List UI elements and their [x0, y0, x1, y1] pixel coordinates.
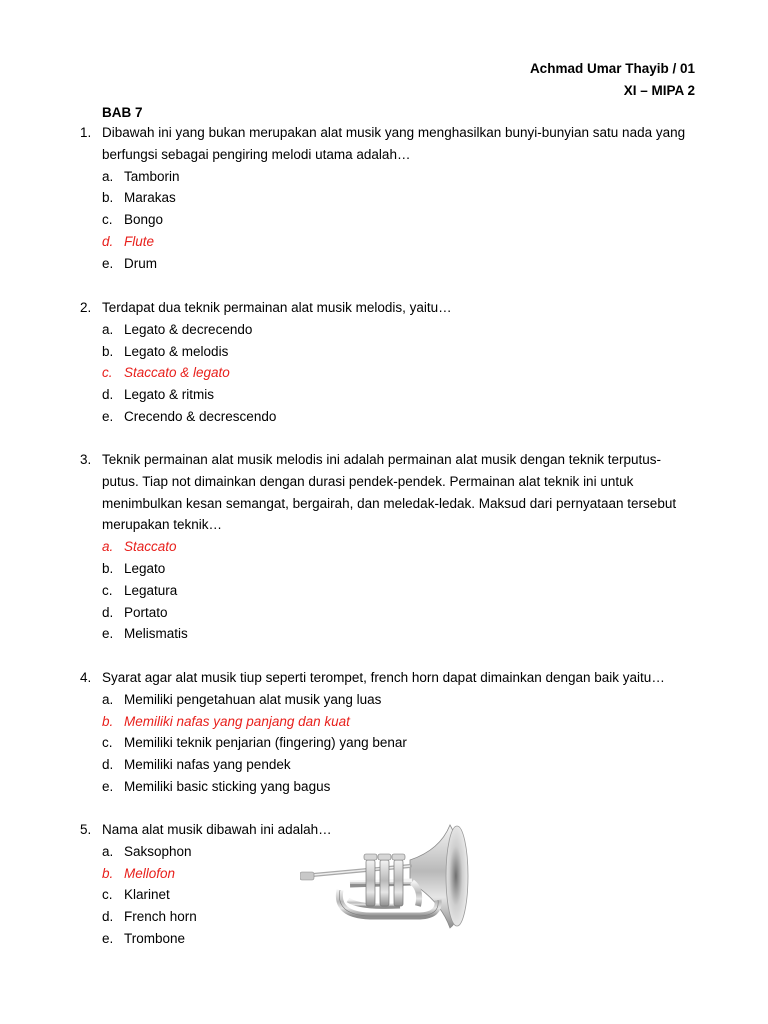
option-letter: d.: [102, 387, 114, 403]
option-letter: b.: [102, 865, 114, 881]
option-letter: c.: [102, 212, 113, 228]
option-list: [102, 536, 700, 645]
option-label: Marakas: [124, 190, 176, 206]
option-letter: a.: [102, 539, 114, 555]
option-label: Staccato & legato: [124, 365, 230, 381]
option-b: [102, 187, 700, 209]
question-text: Terdapat dua teknik permainan alat musik melodis, yaitu…: [102, 300, 452, 315]
student-header: [530, 58, 695, 102]
mellophone-icon: [300, 820, 475, 930]
option-e: [102, 928, 700, 950]
option-label: Trombone: [124, 930, 186, 946]
option-c: [102, 209, 700, 231]
option-letter: e.: [102, 255, 114, 271]
option-label: Portato: [124, 604, 168, 620]
option-letter: b.: [102, 560, 114, 576]
option-label: Flute: [124, 233, 155, 249]
mellophone-image: [300, 820, 475, 930]
option-label: Saksophon: [124, 843, 192, 859]
question-number: 4.: [80, 670, 92, 685]
option-list: [102, 319, 700, 428]
option-letter: c.: [102, 887, 113, 903]
option-letter: c.: [102, 582, 113, 598]
option-letter: b.: [102, 343, 114, 359]
option-label: Bongo: [124, 212, 164, 228]
option-label: Tamborin: [124, 168, 180, 184]
option-letter: d.: [102, 604, 114, 620]
option-e: [102, 253, 700, 275]
option-label: Mellofon: [124, 865, 176, 881]
option-label: Legato: [124, 560, 166, 576]
option-a: [102, 319, 700, 341]
option-label: Memiliki pengetahuan alat musik yang luas: [124, 691, 382, 707]
option-letter: d.: [102, 757, 114, 773]
option-letter: a.: [102, 168, 114, 184]
option-label: Staccato: [124, 539, 177, 555]
option-c: [102, 580, 700, 602]
question-text: Nama alat musik dibawah ini adalah…: [102, 822, 332, 837]
option-label: Memiliki nafas yang panjang dan kuat: [124, 713, 350, 729]
option-c: [102, 732, 700, 754]
question-text: Dibawah ini yang bukan merupakan alat musik yang menghasilkan bunyi-bunyian satu nada yang berfungsi sebagai pengiring melodi utama adalah…: [102, 125, 686, 162]
option-letter: d.: [102, 233, 114, 249]
question-3: [80, 449, 700, 645]
option-a: [102, 536, 700, 558]
question-number: 1.: [80, 125, 92, 140]
question-2: [80, 297, 700, 428]
option-label: Klarinet: [124, 887, 170, 903]
option-a: [102, 166, 700, 188]
option-a: [102, 689, 700, 711]
option-label: Legato & ritmis: [124, 387, 215, 403]
option-letter: a.: [102, 691, 114, 707]
option-list: [102, 689, 700, 798]
option-label: Memiliki basic sticking yang bagus: [124, 778, 331, 794]
option-label: Legatura: [124, 582, 178, 598]
option-label: Memiliki nafas yang pendek: [124, 757, 291, 773]
option-list: [102, 166, 700, 275]
option-label: Legato & decrecendo: [124, 321, 253, 337]
option-d: [102, 231, 700, 253]
question-text: Syarat agar alat musik tiup seperti terompet, french horn dapat dimainkan dengan baik yaitu…: [102, 670, 665, 685]
option-d: [102, 602, 700, 624]
option-letter: e.: [102, 930, 114, 946]
option-letter: c.: [102, 735, 113, 751]
option-letter: d.: [102, 909, 114, 925]
student-name: Achmad Umar Thayib / 01: [529, 61, 695, 76]
option-letter: b.: [102, 713, 114, 729]
option-c: [102, 362, 700, 384]
student-class: XI – MIPA 2: [623, 83, 695, 98]
option-b: [102, 341, 700, 363]
option-b: [102, 711, 700, 733]
option-d: [102, 754, 700, 776]
option-label: Drum: [124, 255, 157, 271]
option-letter: a.: [102, 843, 114, 859]
option-letter: a.: [102, 321, 114, 337]
option-letter: e.: [102, 408, 114, 424]
option-b: [102, 558, 700, 580]
option-e: [102, 406, 700, 428]
chapter-title: BAB 7: [102, 105, 143, 120]
question-number: 5.: [80, 822, 92, 837]
option-label: Legato & melodis: [124, 343, 229, 359]
question-number: 3.: [80, 452, 92, 467]
option-e: [102, 623, 700, 645]
option-letter: b.: [102, 190, 114, 206]
option-d: [102, 384, 700, 406]
option-letter: e.: [102, 626, 114, 642]
option-letter: e.: [102, 778, 114, 794]
option-e: [102, 776, 700, 798]
option-label: Melismatis: [124, 626, 188, 642]
question-1: [80, 122, 700, 275]
question-4: [80, 667, 700, 798]
option-label: Crecendo & decrescendo: [124, 408, 277, 424]
option-label: Memiliki teknik penjarian (fingering) yang benar: [124, 735, 407, 751]
question-number: 2.: [80, 300, 92, 315]
option-letter: c.: [102, 365, 113, 381]
option-label: French horn: [124, 909, 197, 925]
question-text: Teknik permainan alat musik melodis ini adalah permainan alat musik dengan teknik terputus-putus. Tiap not dimainkan dengan durasi pendek-pendek. Permainan alat teknik ini untuk menimbulkan kesan semangat, bergairah, dan meledak-ledak. Maksud dari pernyataan tersebut merupakan teknik…: [102, 452, 677, 533]
